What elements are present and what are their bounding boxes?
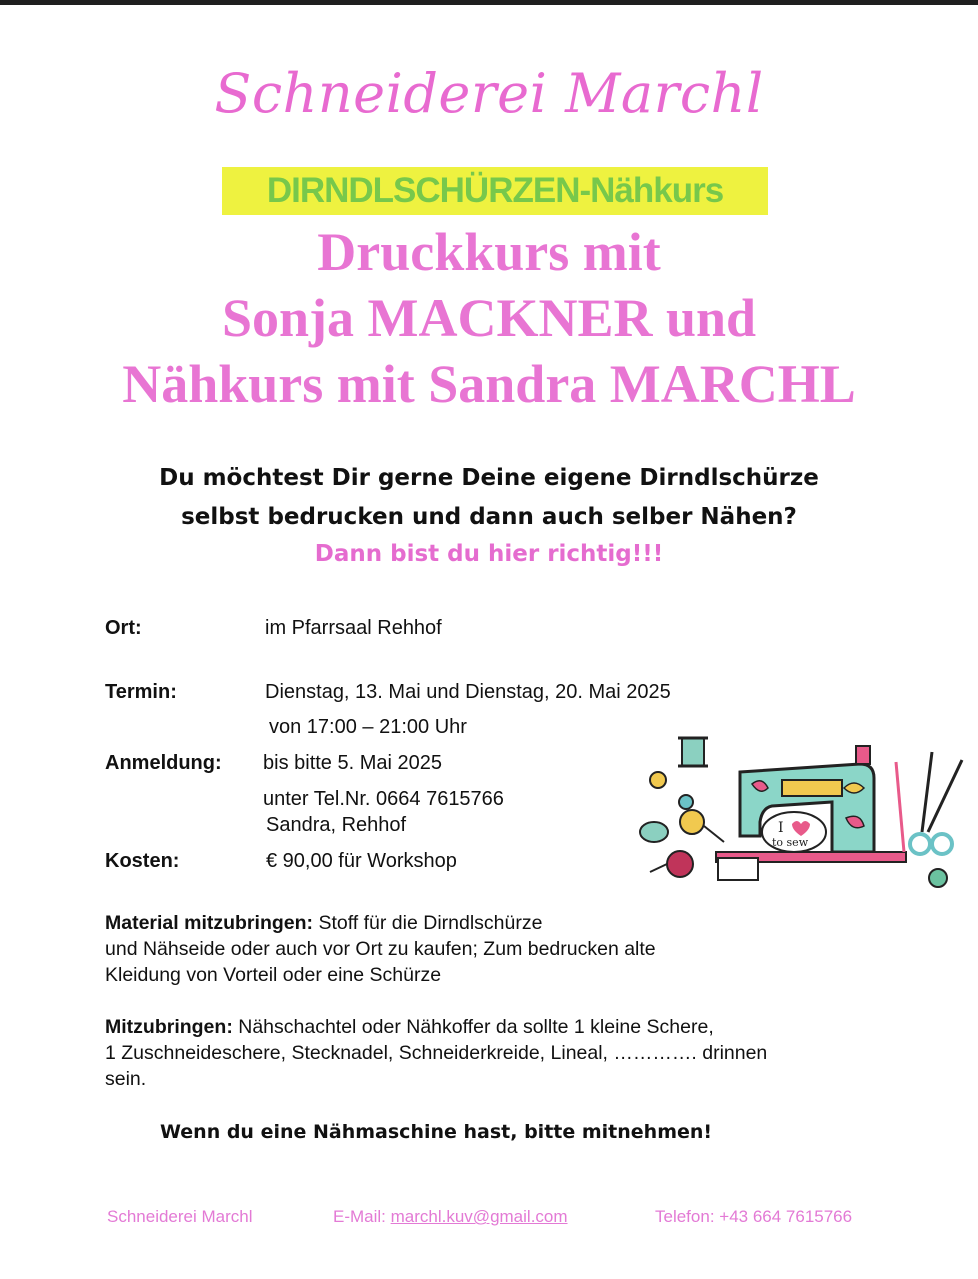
logo-text: Schneiderei Marchl bbox=[214, 62, 764, 125]
anmeldung-phone: unter Tel.Nr. 0664 7615766 bbox=[263, 788, 504, 810]
scissors-icon bbox=[910, 752, 962, 854]
termin-value-time: von 17:00 – 21:00 Uhr bbox=[269, 716, 467, 738]
mitzubringen-block bbox=[105, 1014, 895, 1092]
anmeldung-contact: Sandra, Rehhof bbox=[266, 814, 407, 836]
material-text-1: Stoff für die Dirndlschürze bbox=[313, 912, 543, 934]
footer-name: Schneiderei Marchl bbox=[107, 1207, 253, 1226]
headline-line-2: Sonja MACKNER und bbox=[221, 288, 757, 348]
ort-label: Ort: bbox=[105, 617, 142, 639]
footer-email-label: E-Mail: bbox=[333, 1207, 391, 1226]
email-link[interactable]: marchl.kuv@gmail.com bbox=[390, 1207, 568, 1226]
headline-line-3: Nähkurs mit Sandra MARCHL bbox=[122, 354, 856, 414]
course-title: DIRNDLSCHÜRZEN-Nähkurs bbox=[222, 167, 768, 215]
closing-note: Wenn du eine Nähmaschine hast, bitte mitnehmen! bbox=[160, 1121, 713, 1143]
footer-email bbox=[333, 1207, 568, 1227]
mitzubringen-text-1: Nähschachtel oder Nähkoffer da sollte 1 kleine Schere, bbox=[232, 1016, 714, 1038]
material-block bbox=[105, 910, 895, 988]
material-text-3: Kleidung von Vorteil oder eine Schürze bbox=[105, 964, 442, 986]
kosten-label: Kosten: bbox=[105, 850, 180, 872]
anmeldung-label: Anmeldung: bbox=[105, 752, 222, 774]
intro-line-2: selbst bedrucken und dann auch selber Nähen? bbox=[181, 504, 797, 530]
termin-label: Termin: bbox=[105, 681, 177, 703]
top-border bbox=[0, 0, 978, 5]
safety-pin-icon bbox=[704, 826, 724, 842]
footer-phone: Telefon: +43 664 7615766 bbox=[655, 1207, 853, 1226]
spool-icon bbox=[678, 738, 708, 766]
pincushion-icon bbox=[640, 822, 668, 842]
mitzubringen-label: Mitzubringen: bbox=[105, 1016, 233, 1038]
intro-line-1: Du möchtest Dir gerne Deine eigene Dirndlschürze bbox=[159, 465, 819, 491]
material-text-2: und Nähseide oder auch vor Ort zu kaufen; Zum bedrucken alte bbox=[105, 938, 656, 960]
kosten-value: € 90,00 für Workshop bbox=[266, 850, 457, 872]
material-label: Material mitzubringen: bbox=[105, 912, 314, 934]
ort-value: im Pfarrsaal Rehhof bbox=[265, 617, 442, 639]
mitzubringen-text-3: sein. bbox=[105, 1068, 147, 1090]
intro-line-3: Dann bist du hier richtig!!! bbox=[314, 541, 664, 567]
button-icon bbox=[650, 772, 666, 788]
illustration-label-to-sew: to sew bbox=[772, 836, 809, 849]
tape-measure-icon bbox=[680, 810, 704, 834]
headline-line-1: Druckkurs mit bbox=[317, 222, 661, 282]
illustration-label-i: I bbox=[778, 820, 784, 836]
anmeldung-deadline: bis bitte 5. Mai 2025 bbox=[263, 752, 442, 774]
sewing-machine-icon bbox=[632, 732, 972, 892]
mitzubringen-text-2: 1 Zuschneideschere, Stecknadel, Schneiderkreide, Lineal, …………. drinnen bbox=[105, 1042, 768, 1064]
termin-value-date: Dienstag, 13. Mai und Dienstag, 20. Mai 2025 bbox=[265, 681, 671, 703]
yarn-ball-icon bbox=[667, 851, 693, 877]
